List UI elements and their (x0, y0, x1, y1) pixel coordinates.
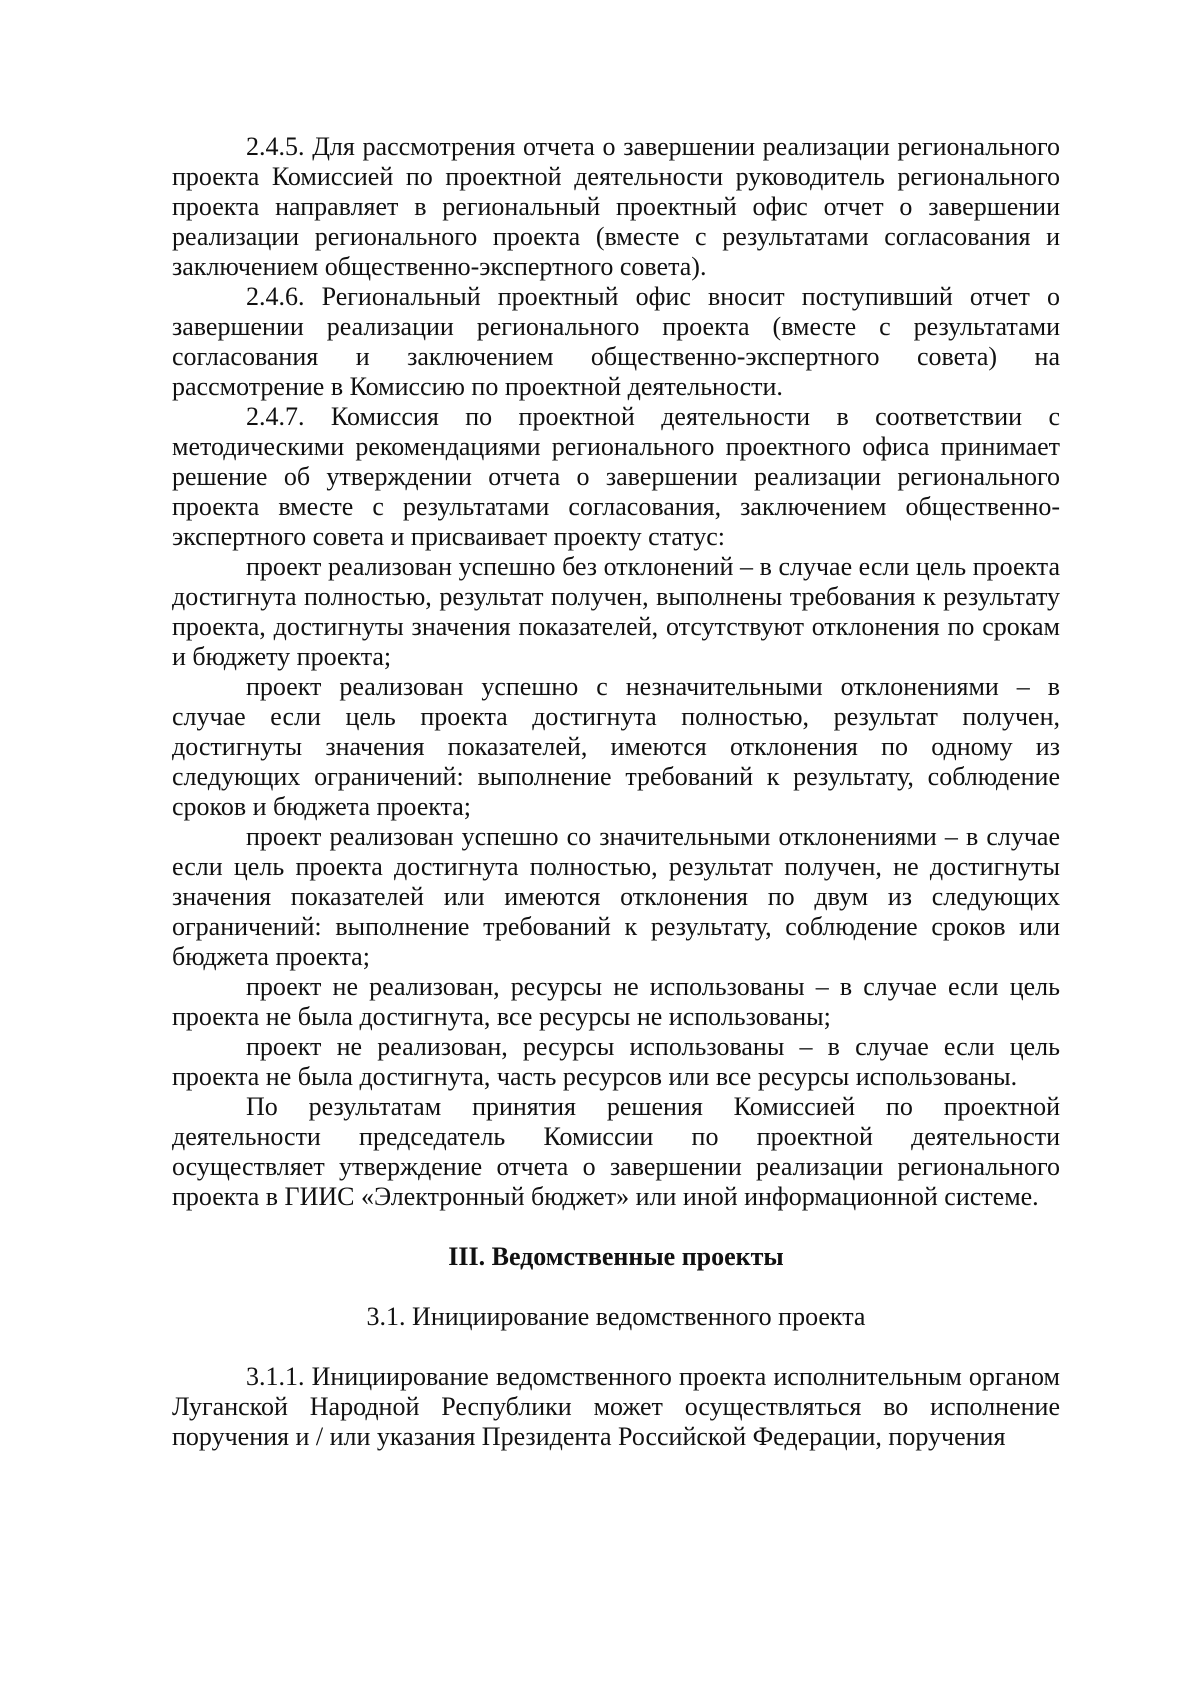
spacer (172, 1212, 1060, 1242)
status-item-success-major-deviations: проект реализован успешно со значительными отклонениями – в случае если цель проекта достигнута полностью, результат получен, не достигнуты значения показателей или имеются отклонения по двум из следующих ограничений: выполнение требований к результату, соблюдение сроков или бюджета проекта; (172, 822, 1060, 971)
paragraph-2-4-7: 2.4.7. Комиссия по проектной деятельности в соответствии с методическими рекомендациями регионального проектного офиса принимает решение об утверждении отчета о завершении реализации регионального проекта вместе с результатами согласования, заключением общественно-экспертного совета и присваивает проекту статус: (172, 402, 1060, 551)
paragraph-2-4-5: 2.4.5. Для рассмотрения отчета о завершении реализации регионального проекта Комиссией по проектной деятельности руководитель регионального проекта направляет в региональный проектный офис отчет о завершении реализации регионального проекта (вместе с результатами согласования и заключением общественно-экспертного совета). (172, 132, 1060, 281)
paragraph-2-4-6: 2.4.6. Региональный проектный офис вносит поступивший отчет о завершении реализации регионального проекта (вместе с результатами согласования и заключением общественно-экспертного совета) на рассмотрение в Комиссию по проектной деятельности. (172, 282, 1060, 401)
status-item-success-no-deviations: проект реализован успешно без отклонений – в случае если цель проекта достигнута полностью, результат получен, выполнены требования к результату проекта, достигнуты значения показателей, отсутствуют отклонения по срокам и бюджету проекта; (172, 552, 1060, 671)
document-body (172, 132, 1060, 1452)
paragraph-3-1-1: 3.1.1. Инициирование ведомственного проекта исполнительным органом Луганской Народной Республики может осуществляться во исполнение поручения и / или указания Президента Российской Федерации, поручения (172, 1362, 1060, 1451)
status-item-not-implemented-resources-used: проект не реализован, ресурсы использованы – в случае если цель проекта не была достигнута, часть ресурсов или все ресурсы использованы. (172, 1032, 1060, 1091)
spacer (172, 1332, 1060, 1362)
section-heading: III. Ведомственные проекты (448, 1242, 784, 1271)
paragraph-approval: По результатам принятия решения Комиссией по проектной деятельности председатель Комиссии по проектной деятельности осуществляет утверждение отчета о завершении реализации регионального проекта в ГИИС «Электронный бюджет» или иной информационной системе. (172, 1092, 1060, 1211)
status-item-not-implemented-resources-unused: проект не реализован, ресурсы не использованы – в случае если цель проекта не была достигнута, все ресурсы не использованы; (172, 972, 1060, 1031)
subsection-heading: 3.1. Инициирование ведомственного проекта (366, 1302, 866, 1331)
spacer (172, 1272, 1060, 1302)
status-item-success-minor-deviations: проект реализован успешно с незначительными отклонениями – в случае если цель проекта достигнута полностью, результат получен, достигнуты значения показателей, имеются отклонения по одному из следующих ограничений: выполнение требований к результату, соблюдение сроков и бюджета проекта; (172, 672, 1060, 821)
